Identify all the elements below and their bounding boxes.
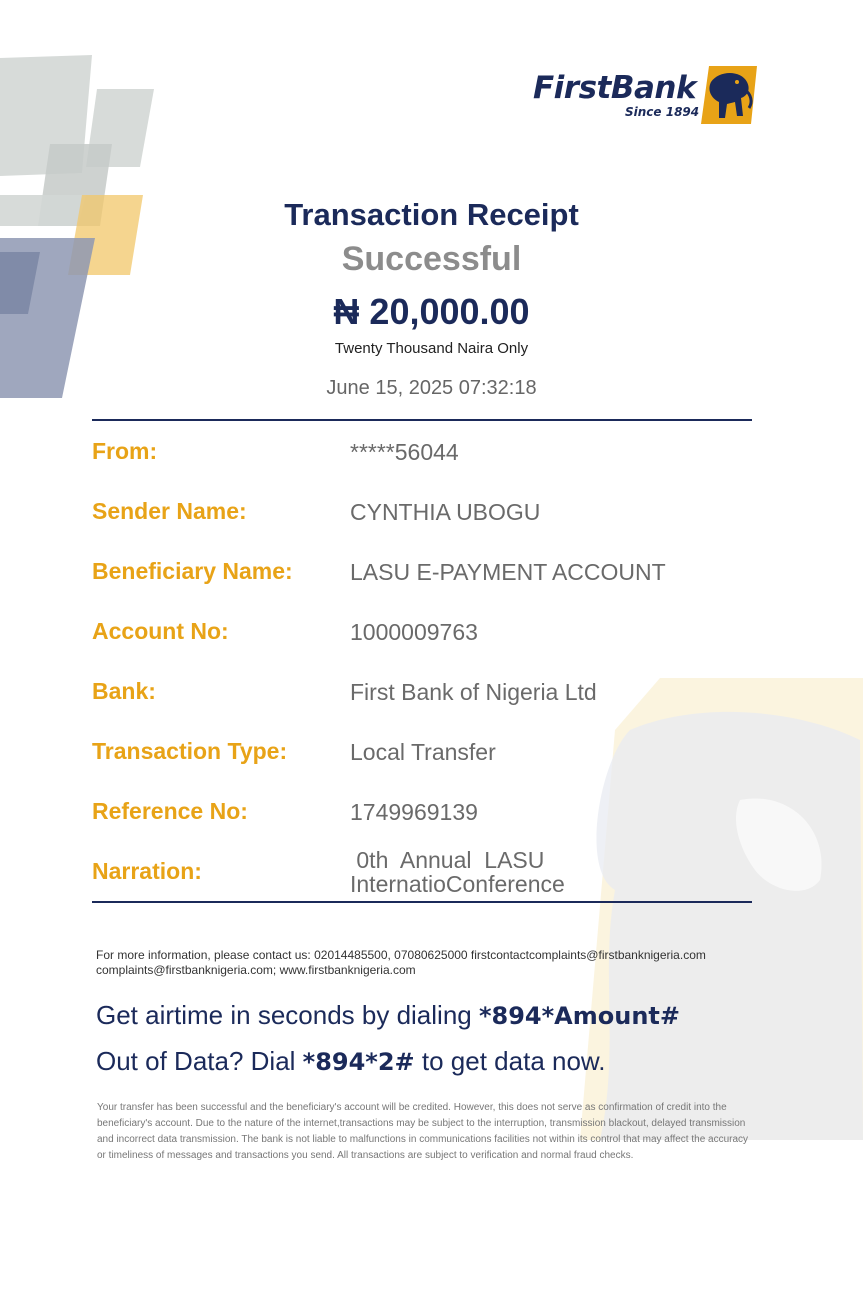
transaction-status: Successful — [341, 240, 522, 278]
receipt-title: Transaction Receipt — [284, 197, 579, 232]
transaction-datetime: June 15, 2025 07:32:18 — [326, 377, 537, 399]
data-ussd-code: *894*2# — [302, 1048, 415, 1076]
from-label: From: — [92, 438, 158, 464]
beneficiary-name-label: Beneficiary Name: — [92, 558, 293, 584]
data-promo — [96, 1046, 605, 1077]
narration-value: 0th Annual LASU InternatioConference — [350, 847, 565, 897]
account-number-value: 1000009763 — [350, 619, 478, 645]
narration-label: Narration: — [92, 858, 202, 884]
sender-name-value: CYNTHIA UBOGU — [350, 499, 541, 525]
reference-number-value: 1749969139 — [350, 799, 478, 825]
firstbank-logo — [533, 64, 763, 130]
account-number-label: Account No: — [92, 618, 229, 644]
from-value: *****56044 — [350, 439, 459, 465]
airtime-promo-text: Get airtime in seconds by dialing — [96, 1000, 479, 1030]
amount-in-words: Twenty Thousand Naira Only — [334, 340, 529, 357]
logo-tagline: Since 1894 — [625, 105, 700, 119]
airtime-ussd-code: *894*Amount# — [478, 1002, 680, 1030]
bank-label: Bank: — [92, 678, 156, 704]
transaction-type-value: Local Transfer — [350, 739, 496, 765]
reference-number-label: Reference No: — [92, 798, 248, 824]
elephant-logo-icon — [701, 64, 757, 124]
divider-bottom — [92, 901, 752, 903]
bank-value: First Bank of Nigeria Ltd — [350, 679, 597, 705]
sender-name-label: Sender Name: — [92, 498, 247, 524]
logo-wordmark: FirstBank — [533, 70, 697, 106]
beneficiary-name-value: LASU E-PAYMENT ACCOUNT — [350, 559, 666, 585]
transaction-type-label: Transaction Type: — [92, 738, 288, 764]
contact-info: For more information, please contact us: 02014485500, 07080625000 firstcontactcomplaints@firstbanknigeria.com complaints@firstbanknigeria.com; www.firstbanknigeria.com — [96, 948, 706, 977]
data-promo-text: Out of Data? Dial — [96, 1046, 303, 1076]
divider-top — [92, 419, 752, 421]
data-promo-suffix: to get data now. — [414, 1046, 606, 1076]
disclaimer-text: Your transfer has been successful and the beneficiary's account will be credited. However, this does not serve as confirmation of credit into the beneficiary's account. Due to the nature of the internet,transactions may be subject to the interruption, transmission blackout, delayed transmission and incorrect data transmission. The bank is not liable to malfunctions in communications facilities not within its control that may affect the accuracy or timeliness of messages and transactions you send. All transactions are subject to verification and normal fraud checks. — [97, 1102, 749, 1161]
airtime-promo — [96, 1000, 680, 1031]
transaction-amount: ₦ 20,000.00 — [333, 291, 530, 332]
